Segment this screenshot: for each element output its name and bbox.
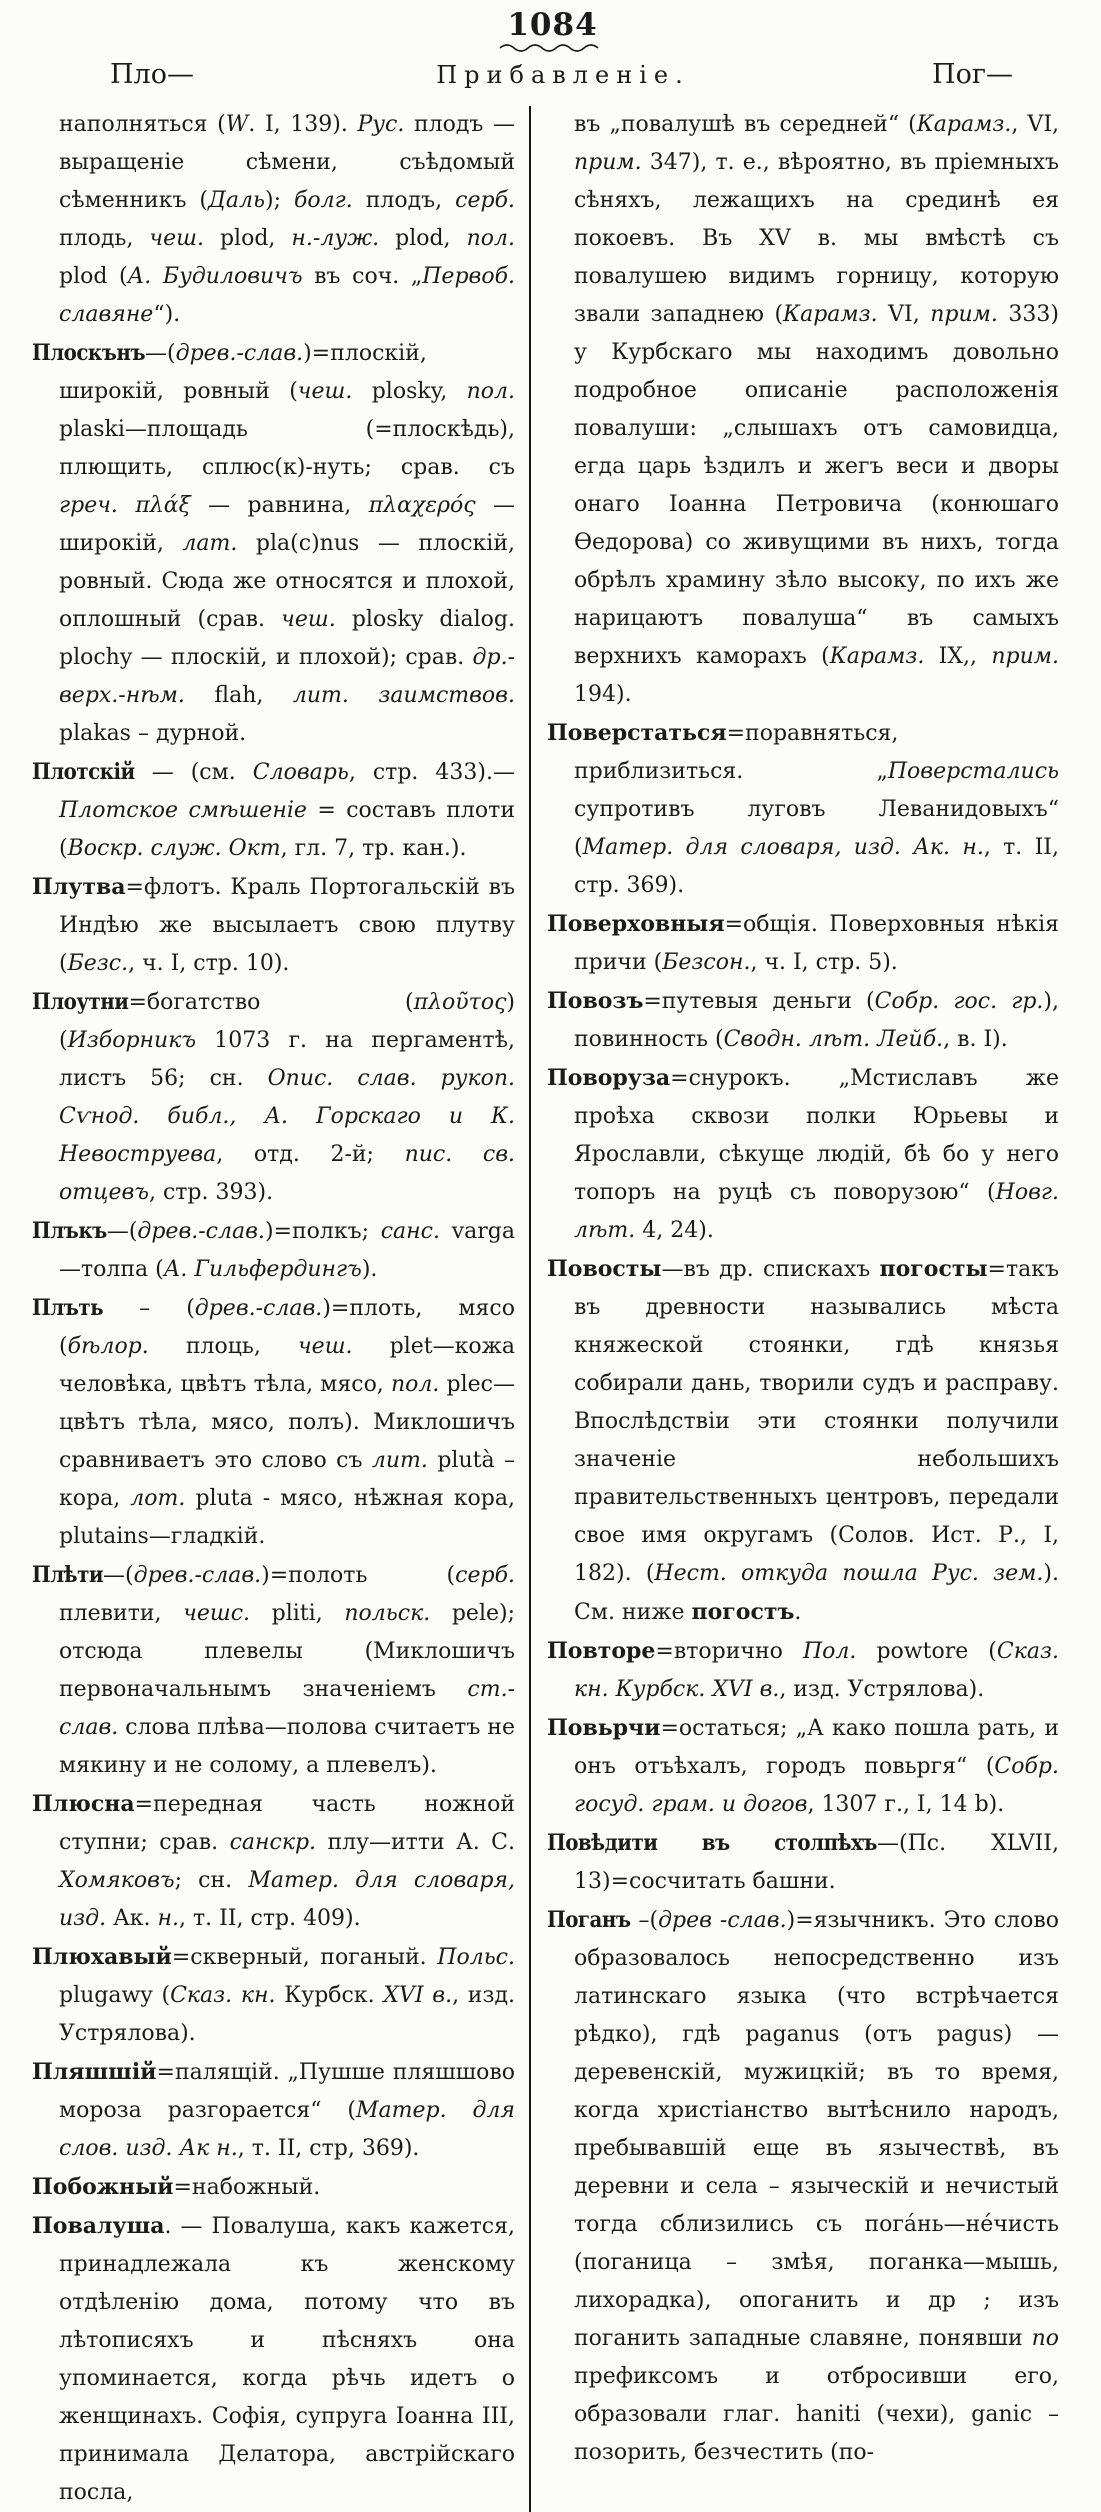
column-left bbox=[32, 106, 529, 2512]
running-header bbox=[32, 53, 1073, 90]
entry-text: —(древ.-слав.)=полоть (серб. плевити, чешс. pliti, польск. pele); отсюда плевелы (Миклошичъ первоначальнымъ значеніемъ ст.-слав. слова плѣва—полова считаетъ не мякину и не солому, а плевелъ). bbox=[59, 1563, 515, 1778]
dictionary-entry bbox=[547, 1059, 1059, 1250]
entry-text: =общія. Поверховныя нѣкія причи (Безсон., ч. I, стр. 5). bbox=[574, 912, 1059, 975]
entry-text: =набожный. bbox=[173, 2175, 321, 2200]
entry-text: =передная часть ножной ступни; срав. санскр. плу—итти А. С. Хомяковъ; сн. Матер. для словаря, изд. Ак. н., т. II, стр. 409). bbox=[59, 1792, 515, 1931]
headword: Повозъ bbox=[547, 988, 644, 1014]
dictionary-entry bbox=[32, 334, 515, 753]
entry-text: =скверный, поганый. Польс. plugawy (Сказ. кн. Курбск. XVI в., изд. Устрялова). bbox=[59, 1945, 516, 2046]
entry-text: =богатство (πλοῦτος) (Изборникъ 1073 г. на пергаментѣ, листъ 56; сн. Опис. слав. рукоп. Сѵнод. библ., А. Горскаго и К. Невоструева, отд. 2-й; пис. св. отцевъ, стр. 393). bbox=[59, 990, 515, 1205]
headword: Поворуза bbox=[547, 1065, 671, 1091]
headword: Плѣти bbox=[32, 1562, 104, 1588]
headword: Плоскънъ bbox=[32, 340, 146, 366]
headword: Плъкъ bbox=[32, 1218, 107, 1244]
entry-text: въ „повалушѣ въ середней“ (Карамз., VI, прим. 347), т. е., вѣроятно, въ пріемныхъ сѣняхъ, лежащихъ на срединѣ ея покоевъ. Въ XV в. мы вмѣстѣ съ повалушею видимъ горницу, которую звали западнею (Карамз. VI, прим. 333) у Курбскаго мы находимъ довольно подробное описаніе расположенія повалуши: „слышахъ отъ самовидца, егда царь ѣздилъ и жегъ веси и дворы онаго Іоанна Петровича (конюшаго Ѳедорова) со живущими въ нихъ, тогда обрѣлъ храмину зѣло высоку, по ихъ же нарицаютъ повалуша“ въ самыхъ верхнихъ каморахъ (Карамз. IX,, прим. 194). bbox=[574, 112, 1060, 707]
headword: Плоутни bbox=[32, 989, 129, 1015]
running-header-center: Прибавленіе. bbox=[436, 61, 690, 89]
dictionary-entry bbox=[547, 1901, 1059, 2472]
headword: Пляшшій bbox=[32, 2059, 157, 2085]
dictionary-entry bbox=[32, 1212, 515, 1289]
entry-text: =остаться; „А како пошла рать, и онъ отъѣхалъ, городъ повьргя“ (Собр. госуд. грам. и догов, 1307 г., I, 14 b). bbox=[574, 1716, 1059, 1817]
headword: Поверстаться bbox=[547, 720, 727, 746]
dictionary-entry bbox=[547, 1824, 1059, 1901]
dictionary-entry bbox=[32, 1556, 515, 1785]
dictionary-entry bbox=[32, 1289, 515, 1556]
dictionary-entry bbox=[32, 2053, 515, 2168]
entry-text: —(древ.-слав.)=плоскій, широкій, ровный (чеш. plosky, пол. plaski—площадь (=плоскѣдь), плющить, сплюс(к)-нуть; срав. съ греч. πλάξ — равнина, πλαχερός — широкій, лат. pla(c)nus — плоскій, ровный. Сюда же относятся и плохой, оплошный (срав. чеш. plosky dialog. plochy — плоскій, и плохой); срав. др.-верх.-нѣм. flah, лит. заимствов. plakas – дурной. bbox=[59, 341, 515, 746]
entry-text: —(Пс. XLVII, 13)=сосчитать башни. bbox=[574, 1831, 1059, 1894]
headword: Поверховныя bbox=[547, 911, 725, 937]
dictionary-entry bbox=[547, 905, 1059, 982]
entry-text: . — Повалуша, какъ кажется, принадлежала къ женскому отдѣленію дома, потому что въ лѣтописяхъ и пѣсняхъ она упоминается, когда рѣчь идетъ о женщинахъ. Софія, супруга Іоанна III, принимала Делатора, австрійскаго посла, bbox=[59, 2214, 515, 2505]
continuation-paragraph bbox=[32, 106, 515, 334]
entry-text: – (древ.-слав.)=плоть, мясо (бѣлор. плоць, чеш. plet—кожа человѣка, цвѣтъ тѣла, мясо, пол. plec—цвѣтъ тѣла, мясо, полъ). Миклошичъ сравниваетъ это слово съ лит. plutà – кора, лот. pluta - мясо, нѣжная кора, plutains—гладкій. bbox=[59, 1296, 516, 1549]
entry-text: наполняться (W. I, 139). Рус. плодъ — выращеніе сѣмени, съѣдомый сѣменникъ (Даль); болг. плодъ, серб. плодь, чеш. plod, н.-луж. plod, пол. plod (А. Будиловичъ въ соч. „Первоб. славяне“). bbox=[59, 112, 515, 327]
dictionary-entry bbox=[32, 868, 515, 983]
headword: Плотскій bbox=[32, 759, 135, 785]
dictionary-entry bbox=[547, 1250, 1059, 1632]
dictionary-entry bbox=[547, 1709, 1059, 1824]
entry-text: =вторично Пол. powtore (Сказ. кн. Курбск. XVI в., изд. Устрялова). bbox=[574, 1639, 1059, 1702]
entry-text: — (см. Словарь, стр. 433).— Плотское смѣшеніе = составъ плоти (Воскр. служ. Окт, гл. 7, тр. кан.). bbox=[59, 760, 515, 861]
running-header-left: Пло— bbox=[110, 59, 194, 90]
dictionary-entry bbox=[547, 982, 1059, 1059]
dictionary-entry bbox=[547, 1632, 1059, 1709]
entry-text: =флотъ. Краль Портогальскій въ Индѣю же высылаетъ свою плутву (Безс., ч. I, стр. 10). bbox=[59, 875, 515, 976]
running-header-right: Пог— bbox=[932, 59, 1013, 90]
dictionary-entry bbox=[32, 1785, 515, 1938]
headword: Плъть bbox=[32, 1295, 104, 1321]
squiggle-rule bbox=[498, 43, 608, 53]
headword: Повѣдити въ столпѣхъ bbox=[547, 1830, 877, 1856]
headword: Плутва bbox=[32, 874, 126, 900]
entry-text: =поравняться, приблизиться. „Поверстались супротивъ луговъ Леванидовыхъ“ (Матер. для словаря, изд. Ак. н., т. II, стр. 369). bbox=[574, 721, 1059, 898]
entry-text: =путевыя деньги (Собр. гос. гр.), повинность (Сводн. лѣт. Лейб., в. I). bbox=[574, 989, 1059, 1052]
entry-text: —(древ.-слав.)=полкъ; санс. varga—толпа (А. Гильфердингъ). bbox=[59, 1219, 515, 1282]
dictionary-entry bbox=[32, 2207, 515, 2512]
entry-text: —въ др. спискахъ погосты=такъ въ древности назывались мѣста княжеской стоянки, гдѣ князья собирали дань, творили судъ и расправу. Впослѣдствіи эти стоянки получили значеніе небольшихъ правительственныхъ центровъ, передали свое имя округамъ (Солов. Ист. Р., I, 182). (Нест. откуда пошла Рус. зем.). См. ниже погостъ. bbox=[574, 1256, 1059, 1625]
page-number: 1084 bbox=[507, 7, 598, 43]
headword: Повалуша bbox=[32, 2213, 165, 2239]
dictionary-entry bbox=[32, 1938, 515, 2053]
continuation-paragraph bbox=[547, 106, 1059, 714]
headword: Плюсна bbox=[32, 1791, 135, 1817]
headword: Повторе bbox=[547, 1638, 656, 1664]
entry-text: =палящій. „Пушше пляшшово мороза разгорается“ (Матер. для слов. изд. Ак н., т. II, стр, 369). bbox=[59, 2060, 515, 2161]
entry-text: =снурокъ. „Мстиславъ же проѣха сквози полки Юрьевы и Ярославли, сѣкуще людій, бѣ бо у него топоръ на руцѣ съ поворузою“ (Новг. лѣт. 4, 24). bbox=[574, 1066, 1059, 1243]
column-right bbox=[531, 106, 1059, 2512]
headword: Поганъ bbox=[547, 1907, 631, 1933]
page-number-block bbox=[32, 7, 1073, 53]
entry-text: –(древ -слав.)=язычникъ. Это слово образовалось непосредственно изъ латинскаго языка (что встрѣчается рѣдко), гдѣ paganus (отъ pagus) — деревенскій, мужицкій; въ то время, когда христіанство вытѣснило народъ, пребывавшій еще въ язычествѣ, въ деревни и села – языческій и нечистый тогда сблизились съ пога́нь—не́чисть (поганица – змѣя, поганка—мышь, лихорадка), опоганить и др ; изъ поганить западные славяне, понявши по префиксомъ и отбросивши его, образовали глаг. haniti (чехи), ganic – позорить, безчестить (по- bbox=[574, 1908, 1059, 2465]
dictionary-entry bbox=[32, 753, 515, 868]
headword: Побожный bbox=[32, 2174, 174, 2200]
headword: Повьрчи bbox=[547, 1715, 661, 1741]
dictionary-entry bbox=[547, 714, 1059, 905]
two-column-text-block bbox=[32, 106, 1073, 2512]
headword: Повосты bbox=[547, 1256, 662, 1282]
dictionary-entry bbox=[32, 2168, 515, 2207]
headword: Плюхавый bbox=[32, 1944, 172, 1970]
dictionary-entry bbox=[32, 983, 515, 1212]
